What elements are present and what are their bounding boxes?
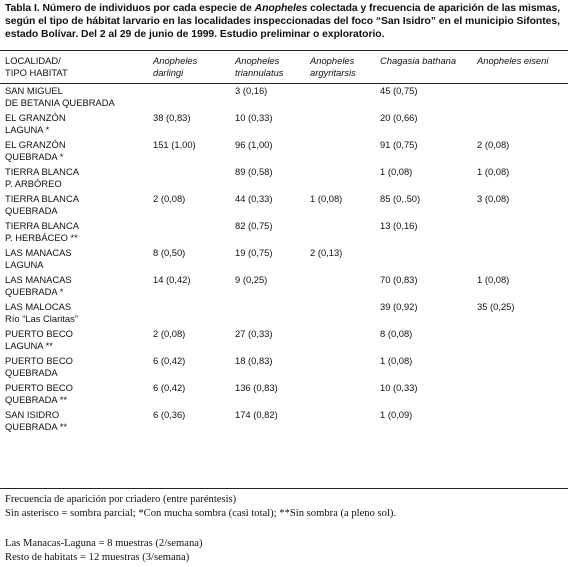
cell-argyritarsis: 2 (0,13) (310, 247, 343, 258)
table-row (0, 112, 568, 139)
header-argyritarsis: Anopheles argyritarsis (310, 55, 356, 78)
table-row (0, 139, 568, 166)
cell-locality: TIERRA BLANCA P. HERBÁCEO ** (5, 220, 79, 243)
notes-frequency: Frecuencia de aparición por criadero (entre paréntesis) (5, 494, 237, 505)
cell-triannulatus: 19 (0,75) (235, 247, 273, 258)
cell-locality: PUERTO BECO QUEBRADA (5, 355, 73, 378)
cell-argyritarsis (310, 382, 380, 409)
cell-eiseni (477, 247, 568, 274)
cell-eiseni (477, 112, 568, 139)
cell-bathana: 20 (0,66) (380, 112, 418, 123)
cell-eiseni (477, 355, 568, 382)
notes-manacas-samples: Las Manacas-Laguna = 8 muestras (2/semana) (5, 538, 203, 549)
cell-eiseni (477, 409, 568, 436)
cell-argyritarsis (310, 112, 380, 139)
cell-locality: PUERTO BECO QUEBRADA ** (5, 382, 73, 405)
cell-triannulatus: 136 (0,83) (235, 382, 278, 393)
header-triannulatus: Anopheles triannulatus (235, 55, 284, 78)
cell-argyritarsis (310, 220, 380, 247)
cell-triannulatus: 10 (0,33) (235, 112, 273, 123)
cell-darlingi (153, 166, 235, 193)
cell-triannulatus: 96 (1,00) (235, 139, 273, 150)
cell-locality: EL GRANZÓN QUEBRADA * (5, 139, 66, 162)
table-row (0, 193, 568, 220)
cell-bathana: 8 (0,08) (380, 328, 413, 339)
cell-darlingi: 151 (1,00) (153, 139, 196, 150)
cell-triannulatus (235, 301, 310, 328)
cell-bathana: 13 (0,16) (380, 220, 418, 231)
data-table (0, 54, 568, 436)
table-row (0, 274, 568, 301)
cell-locality: PUERTO BECO LAGUNA ** (5, 328, 73, 351)
table-row (0, 220, 568, 247)
table-row (0, 301, 568, 328)
cell-triannulatus: 27 (0,33) (235, 328, 273, 339)
cell-bathana: 39 (0,92) (380, 301, 418, 312)
cell-eiseni (477, 85, 568, 112)
header-darlingi: Anopheles darlingi (153, 55, 198, 78)
cell-locality: LAS MANACAS QUEBRADA * (5, 274, 72, 297)
caption-text-1: Tabla I. Número de individuos por cada especie de (5, 3, 255, 14)
cell-darlingi (153, 85, 235, 112)
cell-darlingi: 6 (0,42) (153, 355, 186, 366)
header-eiseni: Anopheles eiseni (477, 55, 549, 66)
cell-triannulatus: 44 (0,33) (235, 193, 273, 204)
cell-bathana: 10 (0,33) (380, 382, 418, 393)
cell-triannulatus: 89 (0,58) (235, 166, 273, 177)
cell-bathana: 1 (0,08) (380, 355, 413, 366)
cell-darlingi: 2 (0,08) (153, 328, 186, 339)
cell-darlingi (153, 301, 235, 328)
cell-bathana: 1 (0,08) (380, 166, 413, 177)
caption-italic-genus: Anopheles (254, 3, 308, 14)
cell-darlingi: 14 (0,42) (153, 274, 191, 285)
header-row (0, 54, 568, 82)
table-row (0, 355, 568, 382)
cell-locality: EL GRANZÓN LAGUNA * (5, 112, 66, 135)
cell-eiseni: 35 (0,25) (477, 301, 515, 312)
cell-darlingi (153, 220, 235, 247)
cell-argyritarsis (310, 355, 380, 382)
cell-triannulatus: 9 (0,25) (235, 274, 268, 285)
header-localidad: LOCALIDAD/ TIPO HABITAT (5, 55, 68, 78)
table-row (0, 382, 568, 409)
cell-eiseni (477, 220, 568, 247)
cell-bathana (380, 247, 477, 274)
cell-argyritarsis (310, 301, 380, 328)
cell-triannulatus: 3 (0,16) (235, 85, 268, 96)
table-caption (5, 2, 561, 41)
cell-argyritarsis (310, 166, 380, 193)
table-row (0, 166, 568, 193)
cell-locality: LAS MALOCAS Río “Las Claritas” (5, 301, 78, 324)
cell-darlingi: 38 (0,83) (153, 112, 191, 123)
cell-eiseni: 1 (0,08) (477, 274, 510, 285)
rule-top (0, 50, 568, 51)
cell-locality: SAN ISIDRO QUEBRADA ** (5, 409, 67, 432)
table-body (0, 82, 568, 436)
cell-triannulatus: 174 (0,82) (235, 409, 278, 420)
table-row (0, 247, 568, 274)
table-row (0, 409, 568, 436)
cell-locality: SAN MIGUEL DE BETANIA QUEBRADA (5, 85, 115, 108)
rule-header (0, 83, 568, 84)
cell-locality: LAS MANACAS LAGUNA (5, 247, 72, 270)
cell-argyritarsis: 1 (0,08) (310, 193, 343, 204)
cell-bathana: 45 (0,75) (380, 85, 418, 96)
cell-argyritarsis (310, 139, 380, 166)
notes-shade-legend: Sin asterisco = sombra parcial; *Con mucha sombra (casi total); **Sin sombra (a pleno sol). (5, 508, 397, 519)
cell-darlingi: 2 (0,08) (153, 193, 186, 204)
table-row (0, 328, 568, 355)
cell-eiseni: 3 (0,08) (477, 193, 510, 204)
cell-bathana: 91 (0,75) (380, 139, 418, 150)
cell-eiseni (477, 328, 568, 355)
caption-text-2: colectada y frecuencia de aparición de las mismas, según el tipo de hábitat larvario en las localidades inspeccionadas del foco “San Isidro” en el municipio Sifontes, estado Bolívar. Del 2 al 29 de junio de 1999. Estudio preliminar o exploratorio. (5, 3, 561, 40)
cell-argyritarsis (310, 409, 380, 436)
cell-locality: TIERRA BLANCA QUEBRADA (5, 193, 79, 216)
cell-eiseni: 2 (0,08) (477, 139, 510, 150)
cell-argyritarsis (310, 85, 380, 112)
cell-argyritarsis (310, 328, 380, 355)
cell-triannulatus: 82 (0,75) (235, 220, 273, 231)
cell-argyritarsis (310, 274, 380, 301)
cell-darlingi: 6 (0,42) (153, 382, 186, 393)
cell-triannulatus: 18 (0,83) (235, 355, 273, 366)
cell-eiseni: 1 (0,08) (477, 166, 510, 177)
cell-bathana: 70 (0,83) (380, 274, 418, 285)
cell-darlingi: 6 (0,36) (153, 409, 186, 420)
header-chagasia-bathana: Chagasia bathana (380, 55, 457, 66)
cell-eiseni (477, 382, 568, 409)
cell-bathana: 85 (0,.50) (380, 193, 421, 204)
cell-locality: TIERRA BLANCA P. ARBÓREO (5, 166, 79, 189)
cell-bathana: 1 (0,09) (380, 409, 413, 420)
notes-other-samples: Resto de habitats = 12 muestras (3/semana) (5, 552, 190, 563)
cell-darlingi: 8 (0,50) (153, 247, 186, 258)
rule-bottom (0, 488, 568, 489)
table-row (0, 85, 568, 112)
